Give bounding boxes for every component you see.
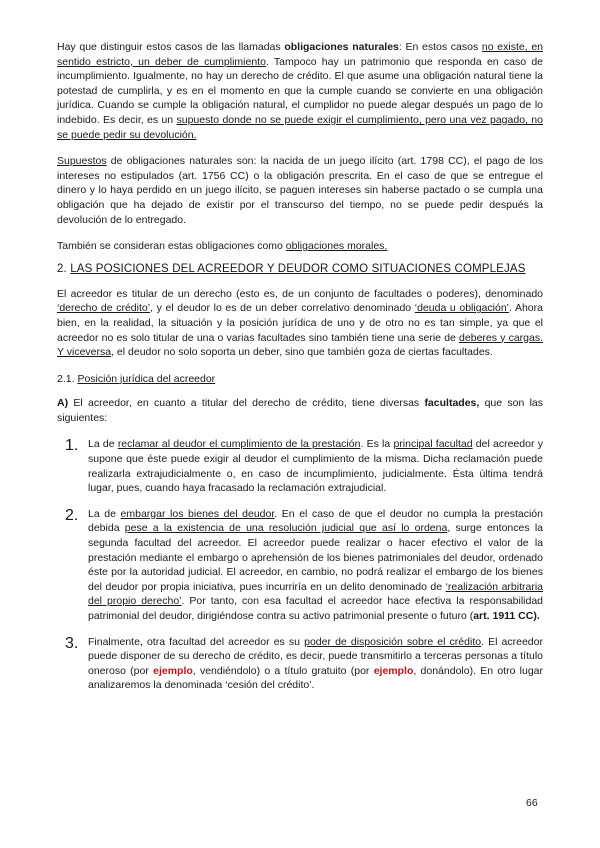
text-run: que son las siguientes: (57, 397, 543, 424)
text-run: , el deudor no solo soporta un deber, sino que también goza de ciertas facultades. (111, 346, 493, 359)
text-run: . Por tanto, con esa facultad el acreedor hace efectiva la responsabilidad patrimonial del deudor, dirigiéndose contra su activo patrimonial presente o futuro ( (88, 595, 544, 622)
text-run: , surge entonces la segunda facultad del acreedor. El acreedor puede realizar o hacer efectivo el valor de la prestación mediante el embargo o aprehensión de los bienes patrimoniales del deudor, ordenado éste por la autoridad judicial. El acreedor, en cambio, no podrá realizar el embargo de los bienes del deudor por propia iniciativa, pues incurriría en un delito denominado de (88, 522, 543, 593)
underlined-phrase: Supuestos (57, 155, 107, 168)
underlined-phrase: ‘realización arbitraria del propio derecho’ (88, 580, 543, 608)
underlined-phrase: embargar los bienes del deudor (120, 507, 275, 520)
underlined-phrase: principal facultad (393, 438, 473, 451)
paragraph-obligaciones-naturales (57, 40, 543, 142)
text-run: El acreedor, en cuanto a titular del derecho de crédito, tiene diversas (68, 397, 425, 410)
underlined-phrase: pese a la existencia de una resolución judicial que así lo ordena (124, 522, 448, 535)
underlined-phrase: obligaciones morales. (285, 240, 388, 253)
text-run: Finalmente, otra facultad del acreedor es su (88, 635, 305, 648)
paragraph-facultades-intro (57, 396, 543, 425)
paragraph-supuestos (57, 154, 543, 227)
list-number: 2. (65, 506, 79, 524)
text-run: . Tampoco hay un patrimonio que responda en caso de incumplimiento. Igualmente, no hay un derecho de crédito. El que asume una obligación natural tiene la potestad de cumplirla, y es en el momento en que la cumple cuando se convierte en una obligación jurídica. Cuando se cumple la obligación natural, el cumplidor no puede alegar después un pago de lo indebido. Es decir, es un (57, 55, 544, 126)
section-heading (57, 262, 543, 277)
underlined-phrase: ‘derecho de crédito’ (57, 302, 151, 315)
text-run: , y el deudor lo es de un deber correlativo denominado (150, 302, 415, 315)
underlined-phrase: reclamar al deudor el cumplimiento de la prestación (117, 438, 361, 451)
highlighted-word: ejemplo (153, 664, 193, 677)
text-run: : En estos casos (398, 41, 482, 53)
highlighted-word: ejemplo (373, 664, 414, 677)
facultades-list (57, 437, 543, 693)
text-run: . Es la (360, 438, 394, 451)
underlined-phrase: deberes y cargas. Y viceversa (57, 331, 544, 359)
list-item-text (88, 437, 543, 495)
bold-term: facultades, (424, 397, 480, 410)
subsection-title: Posición jurídica del acreedor (77, 372, 216, 385)
bold-term: art. 1911 CC). (473, 610, 540, 622)
list-number: 3. (65, 634, 79, 652)
list-item-text (88, 635, 543, 693)
underlined-phrase: ‘deuda u obligación’ (414, 302, 509, 315)
list-item (65, 507, 543, 624)
list-item (65, 437, 543, 495)
text-run: . El acreedor puede disponer de su derecho de crédito, es decir, puede transmitirlo a terceras personas a título oneroso (por (88, 635, 543, 677)
paragraph-acreedor-deudor (57, 287, 543, 360)
bold-term: obligaciones naturales (284, 41, 399, 53)
underlined-phrase: supuesto donde no se puede exigir el cumplimiento, pero una vez pagado, no se puede pedir su devolución. (57, 113, 543, 141)
text-run: También se consideran estas obligaciones como (57, 240, 286, 253)
text-run: Hay que distinguir estos casos de las llamadas (57, 41, 285, 53)
subsection-number: 2.1. (57, 372, 78, 385)
paragraph-obligaciones-morales (57, 239, 543, 254)
text-run: , vendiéndolo) o a título gratuito (por (192, 664, 374, 677)
text-run: del acreedor y supone que éste puede exigir al deudor el cumplimiento de la misma. Dicha reclamación puede realizarla extrajudicialmente o, en caso de incumplimiento, judicialmente. Ésta última tendrá lugar, pues, cuando haya fracasado la reclamación extrajudicial. (88, 438, 543, 495)
document-page (57, 40, 543, 693)
list-item-text (88, 507, 543, 624)
underlined-phrase: no existe, en sentido estricto, un deber de cumplimiento (57, 41, 543, 68)
subsection-heading (57, 372, 543, 387)
underlined-phrase: poder de disposición sobre el crédito (304, 635, 482, 648)
list-number: 1. (65, 437, 79, 455)
section-title: LAS POSICIONES DEL ACREEDOR Y DEUDOR COMO SITUACIONES COMPLEJAS (70, 262, 526, 275)
list-item (65, 635, 543, 693)
text-run: . Ahora bien, en la realidad, la situación y la posición jurídica de uno y de otro no es tan simple, ya que el acreedor no es solo titular de una o varias facultades sino también tiene una serie de (57, 302, 543, 344)
text-run: de obligaciones naturales son: la nacida de un juego ilícito (art. 1798 CC), el pago de los intereses no estipulados (art. 1756 CC) o la obligación prescrita. En el caso de que se entregue el dinero y lo haya perdido en un juego ilícito, se paguen intereses sin haberse pactado o se cumpla una obligación que ha dejado de existir por el transcurso del tiempo, no se puede pedir después la devolución de lo entregado. (57, 155, 543, 226)
section-number: 2. (57, 262, 71, 275)
page-number: 66 (526, 797, 538, 809)
text-run: El acreedor es titular de un derecho (esto es, de un conjunto de facultades o poderes), denominado (57, 287, 543, 300)
bold-label: A) (57, 397, 69, 410)
text-run: La de (88, 438, 118, 451)
text-run: , donándolo). En otro lugar analizaremos la denominada ‘cesión del crédito’. (88, 664, 544, 692)
text-run: La de (88, 507, 121, 520)
text-run: . En el caso de que el deudor no cumpla la prestación debida (88, 507, 543, 535)
